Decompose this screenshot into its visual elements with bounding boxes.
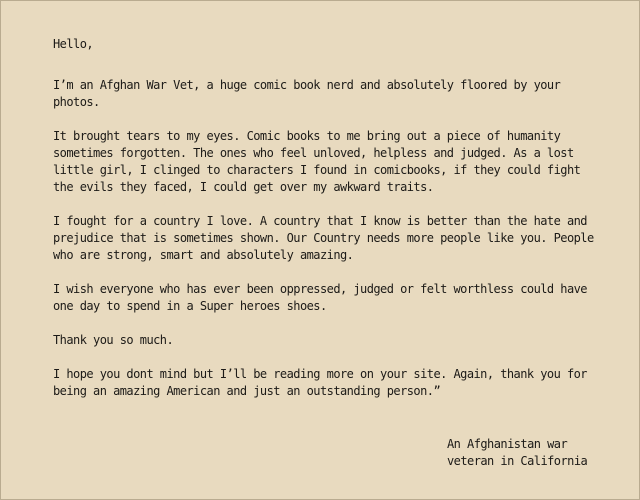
letter-greeting: Hello, bbox=[53, 37, 94, 51]
letter-paragraph: I hope you dont mind but I’ll be reading more on your site. Again, thank you for being an amazing American and just an outstanding person.” bbox=[53, 367, 587, 398]
letter-paragraph: Thank you so much. bbox=[53, 333, 174, 347]
letter-paragraph: I’m an Afghan War Vet, a huge comic book nerd and absolutely floored by your photos. bbox=[53, 78, 561, 109]
letter-body bbox=[53, 36, 601, 417]
letter-paragraph: I wish everyone who has ever been oppressed, judged or felt worthless could have one day to spend in a Super heroes shoes. bbox=[53, 282, 587, 313]
signature-line-2: veteran in California bbox=[447, 454, 588, 468]
letter-signature bbox=[447, 436, 627, 470]
letter-paragraph: I fought for a country I love. A country that I know is better than the hate and prejudice that is sometimes shown. Our Country needs more people like you. People who are strong, smart and absolutely amazing. bbox=[53, 214, 594, 262]
signature-line-1: An Afghanistan war bbox=[447, 437, 568, 451]
letter-paragraph: It brought tears to my eyes. Comic books to me bring out a piece of humanity sometimes forgotten. The ones who feel unloved, helpless and judged. As a lost little girl, I clinged to characters I found in comicbooks, if they could fight the evils they faced, I could get over my awkward traits. bbox=[53, 129, 581, 194]
